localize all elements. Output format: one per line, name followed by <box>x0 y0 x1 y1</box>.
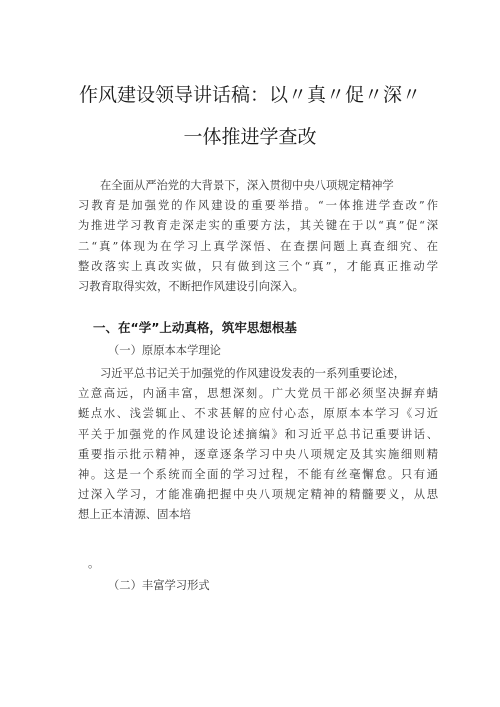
body-line: 蜓点水、浅尝辄止、不求甚解的应付心态，原原本本学习《习近 <box>78 407 438 421</box>
stray-period: 。 <box>88 557 100 570</box>
intro-line: 为推进学习教育走深走实的重要方法，其关键在于以“真”促“深 <box>78 219 438 233</box>
intro-line: 习教育是加强党的作风建设的重要举措。“一体推进学查改”作 <box>78 199 438 213</box>
section-heading: 一、在“学”上动真格，筑牢思想根基 <box>93 320 297 335</box>
body-paragraph <box>78 364 438 526</box>
body-line: 立意高远，内涵丰富，思想深刻。广大党员干部必须坚决摒弃蜻 <box>78 387 438 401</box>
intro-line: 二“真”体现为在学习上真学深悟、在查摆问题上真查细究、在 <box>78 239 438 253</box>
document-title-line-2: 一体推进学查改 <box>183 126 317 148</box>
body-line: 重要指示批示精神，逐章逐条学习中央八项规定及其实施细则精 <box>78 447 438 461</box>
body-line: 神。这是一个系统而全面的学习过程，不能有丝毫懈怠。只有通 <box>78 467 438 481</box>
intro-line: 习教育取得实效，不断把作风建设引向深入。 <box>78 279 304 293</box>
intro-line: 整改落实上真改实做，只有做到这三个“真”，才能真正推动学 <box>78 259 438 273</box>
body-line: 想上正本清源、固本培 <box>78 508 191 522</box>
body-line: 过深入学习，才能准确把握中央八项规定精神的精髓要义，从思 <box>78 488 438 502</box>
subsection-heading: （一）原原本本学理论 <box>108 344 221 357</box>
document-title-line-1: 作风建设领导讲话稿：以〃真〃促〃深〃 <box>78 84 421 106</box>
intro-line: 在全面从严治党的大背景下，深入贯彻中央八项规定精神学 <box>100 179 394 192</box>
body-line: 平关于加强党的作风建设论述摘编》和习近平总书记重要讲话、 <box>78 427 438 441</box>
body-line: 习近平总书记关于加强党的作风建设发表的一系列重要论述， <box>100 367 406 380</box>
intro-paragraph <box>78 176 438 297</box>
subsection-heading: （二）丰富学习形式 <box>108 579 210 592</box>
